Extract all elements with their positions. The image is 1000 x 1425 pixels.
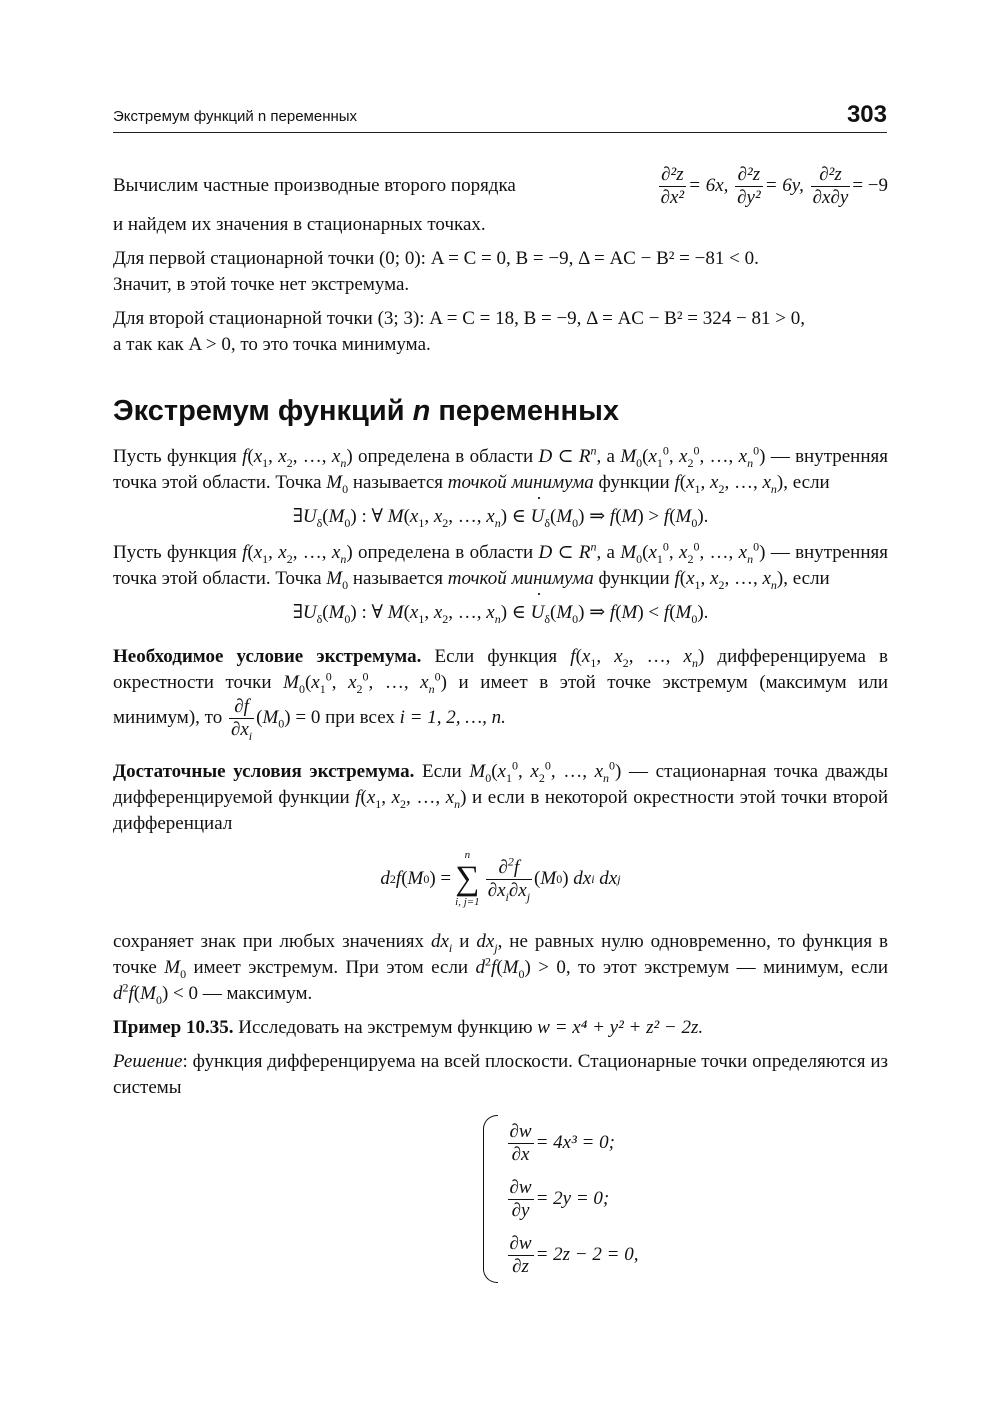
second-differential-formula: d 2 f ( M 0 ) = n ∑ i, j=1 $\frac{\partial^2f}{\partial x_i\partial x_j}$ ( M 0 ) dx i dx j — [380, 849, 621, 908]
page-content — [113, 160, 888, 1283]
definition-maximum: Пусть функция $f(x_1$, $x_2$, …, $x_n$) определена в области D ⊂ $R^n$, а $M_0(x_1^0$, $x_2^0$, …, $x_n^0$) — внутренняя точка этой области. Точка $M_0$ называется точкой минимума функции $f(x_1$, $x_2$, …, $x_n$), если — [113, 539, 888, 592]
fraction-d2z-dy2: $\frac{\text{∂²z}}{\text{∂y²}}$ — [737, 163, 761, 208]
sufficient-heading: Достаточные условия экстремума. — [113, 761, 415, 782]
second-point: Для второй стационарной точки (3; 3): A = C = 18, B = −9, Δ = AC − B² = 324 − 81 > 0, — [113, 308, 805, 329]
system-equation-z: $\frac{\partial w}{\partial z}$ = 2z − 2 = 0, — [509, 1232, 639, 1277]
solution-label: Решение — [113, 1051, 183, 1072]
derivatives-text: Вычислим частные производные второго порядка — [113, 175, 516, 196]
example-statement: Пример 10.35. Исследовать на экстремум функцию w = x⁴ + y² + z² − 2z. — [113, 1017, 704, 1038]
system-equations — [506, 1115, 639, 1283]
page-number: 303 — [846, 101, 887, 128]
minimum-condition-formula: $\exists U_\delta(M_0)$ : ∀ $M(x_1$, $x_2$, …, $x_n$) ∈ ˙ $U_\delta(M_0)$ ⇒ $f(M) > f(M_0)$. — [113, 504, 888, 530]
values-line: и найдем их значения в стационарных точках. — [113, 214, 486, 235]
first-conclusion: Значит, в этой точке нет экстремума. — [113, 274, 410, 295]
first-point-paragraph — [113, 246, 888, 298]
section-title: Экстремум функций n переменных — [113, 395, 619, 427]
system-brace — [483, 1115, 498, 1283]
definition-minimum: Пусть функция $f(x_1$, $x_2$, …, $x_n$) определена в области D ⊂ $R^n$, а $M_0(x_1^0$, $x_2^0$, …, $x_n^0$) — внутренняя точка этой области. Точка $M_0$ называется точкой минимума функции $f(x_1$, $x_2$, …, $x_n$), если — [113, 443, 888, 496]
partial-f-partial-xi: $\frac{\partial f}{\partial x_i}$ — [230, 696, 253, 743]
example-function: w = x⁴ + y² + z² − 2z. — [537, 1017, 704, 1038]
term-point-of-minimum-2: точкой минимума — [447, 568, 594, 589]
fraction-d2z-dx2: $\frac{\text{∂²z}}{\text{∂x²}}$ — [660, 163, 685, 208]
sufficient-continuation: сохраняет знак при любых значениях $dx_i$ и $dx_j$, не равных нулю одновременно, то функция в точке $M_0$ имеет экстремум. При этом если $d^2f(M_0) > 0$, то этот экстремум — минимум, если $d^2f(M_0) < 0$ — максимум. — [113, 931, 889, 1007]
sufficient-condition: Достаточные условия экстремума. Если $M_0(x_1^0$, $x_2^0$, …, $x_n^0$) — стационарная точка дважды дифференцируемой функции $f(x_1$, $x_2$, …, $x_n$) и если в некоторой окрестности этой точки второй дифференциал — [113, 758, 889, 834]
running-header — [113, 96, 887, 133]
stationary-system — [113, 1115, 888, 1283]
fraction-d2z-dxdy: $\frac{\text{∂²z}}{\partial x\partial y}$ — [812, 163, 849, 208]
example-label: Пример 10.35. — [113, 1017, 234, 1038]
system-equation-y: $\frac{\partial w}{\partial y}$ = 2y = 0; — [509, 1176, 610, 1221]
necessary-condition: Необходимое условие экстремума. Если функция $f(x_1$, $x_2$, …, $x_n$) дифференцируема в окрестности точки $M_0(x_1^0$, $x_2^0$, …, $x_n^0$) и имеет в этой точке экстремум (максимум или минимум), то $\frac{\partial f}{\partial x_i}$ $(M_0) = 0$ при всех i = 1, 2, …, n. — [113, 646, 889, 743]
running-title: Экстремум функций n переменных — [113, 108, 358, 125]
second-conclusion: а так как A > 0, то это точка минимума. — [113, 334, 431, 355]
necessary-heading: Необходимое условие экстремума. — [113, 646, 422, 667]
maximum-condition-formula: $\exists U_\delta(M_0)$ : ∀ $M(x_1$, $x_2$, …, $x_n$) ∈ ˙ $U_\delta(M_0)$ ⇒ $f(M) < f(M_0)$. — [113, 600, 888, 626]
system-equation-x: $\frac{\partial w}{\partial x}$ = 4x³ = 0; — [509, 1120, 615, 1165]
second-point-paragraph — [113, 306, 888, 358]
solution-paragraph: Решение: функция дифференцируема на всей плоскости. Стационарные точки определяются из системы — [113, 1051, 888, 1098]
second-derivatives-formula: $\frac{\text{∂²z}}{\text{∂x²}}$ = 6x, $\frac{\text{∂²z}}{\text{∂y²}}$ = 6y, $\frac{\text{∂²z}}{\partial x\partial y}$ = −9 — [660, 163, 888, 208]
second-derivatives-line — [113, 160, 888, 212]
term-point-of-minimum: точкой минимума — [447, 472, 594, 493]
sum-operator: n ∑ i, j=1 — [455, 849, 480, 908]
first-point: Для первой стационарной точки (0; 0): A = C = 0, B = −9, Δ = AC − B² = −81 < 0. — [113, 248, 759, 269]
